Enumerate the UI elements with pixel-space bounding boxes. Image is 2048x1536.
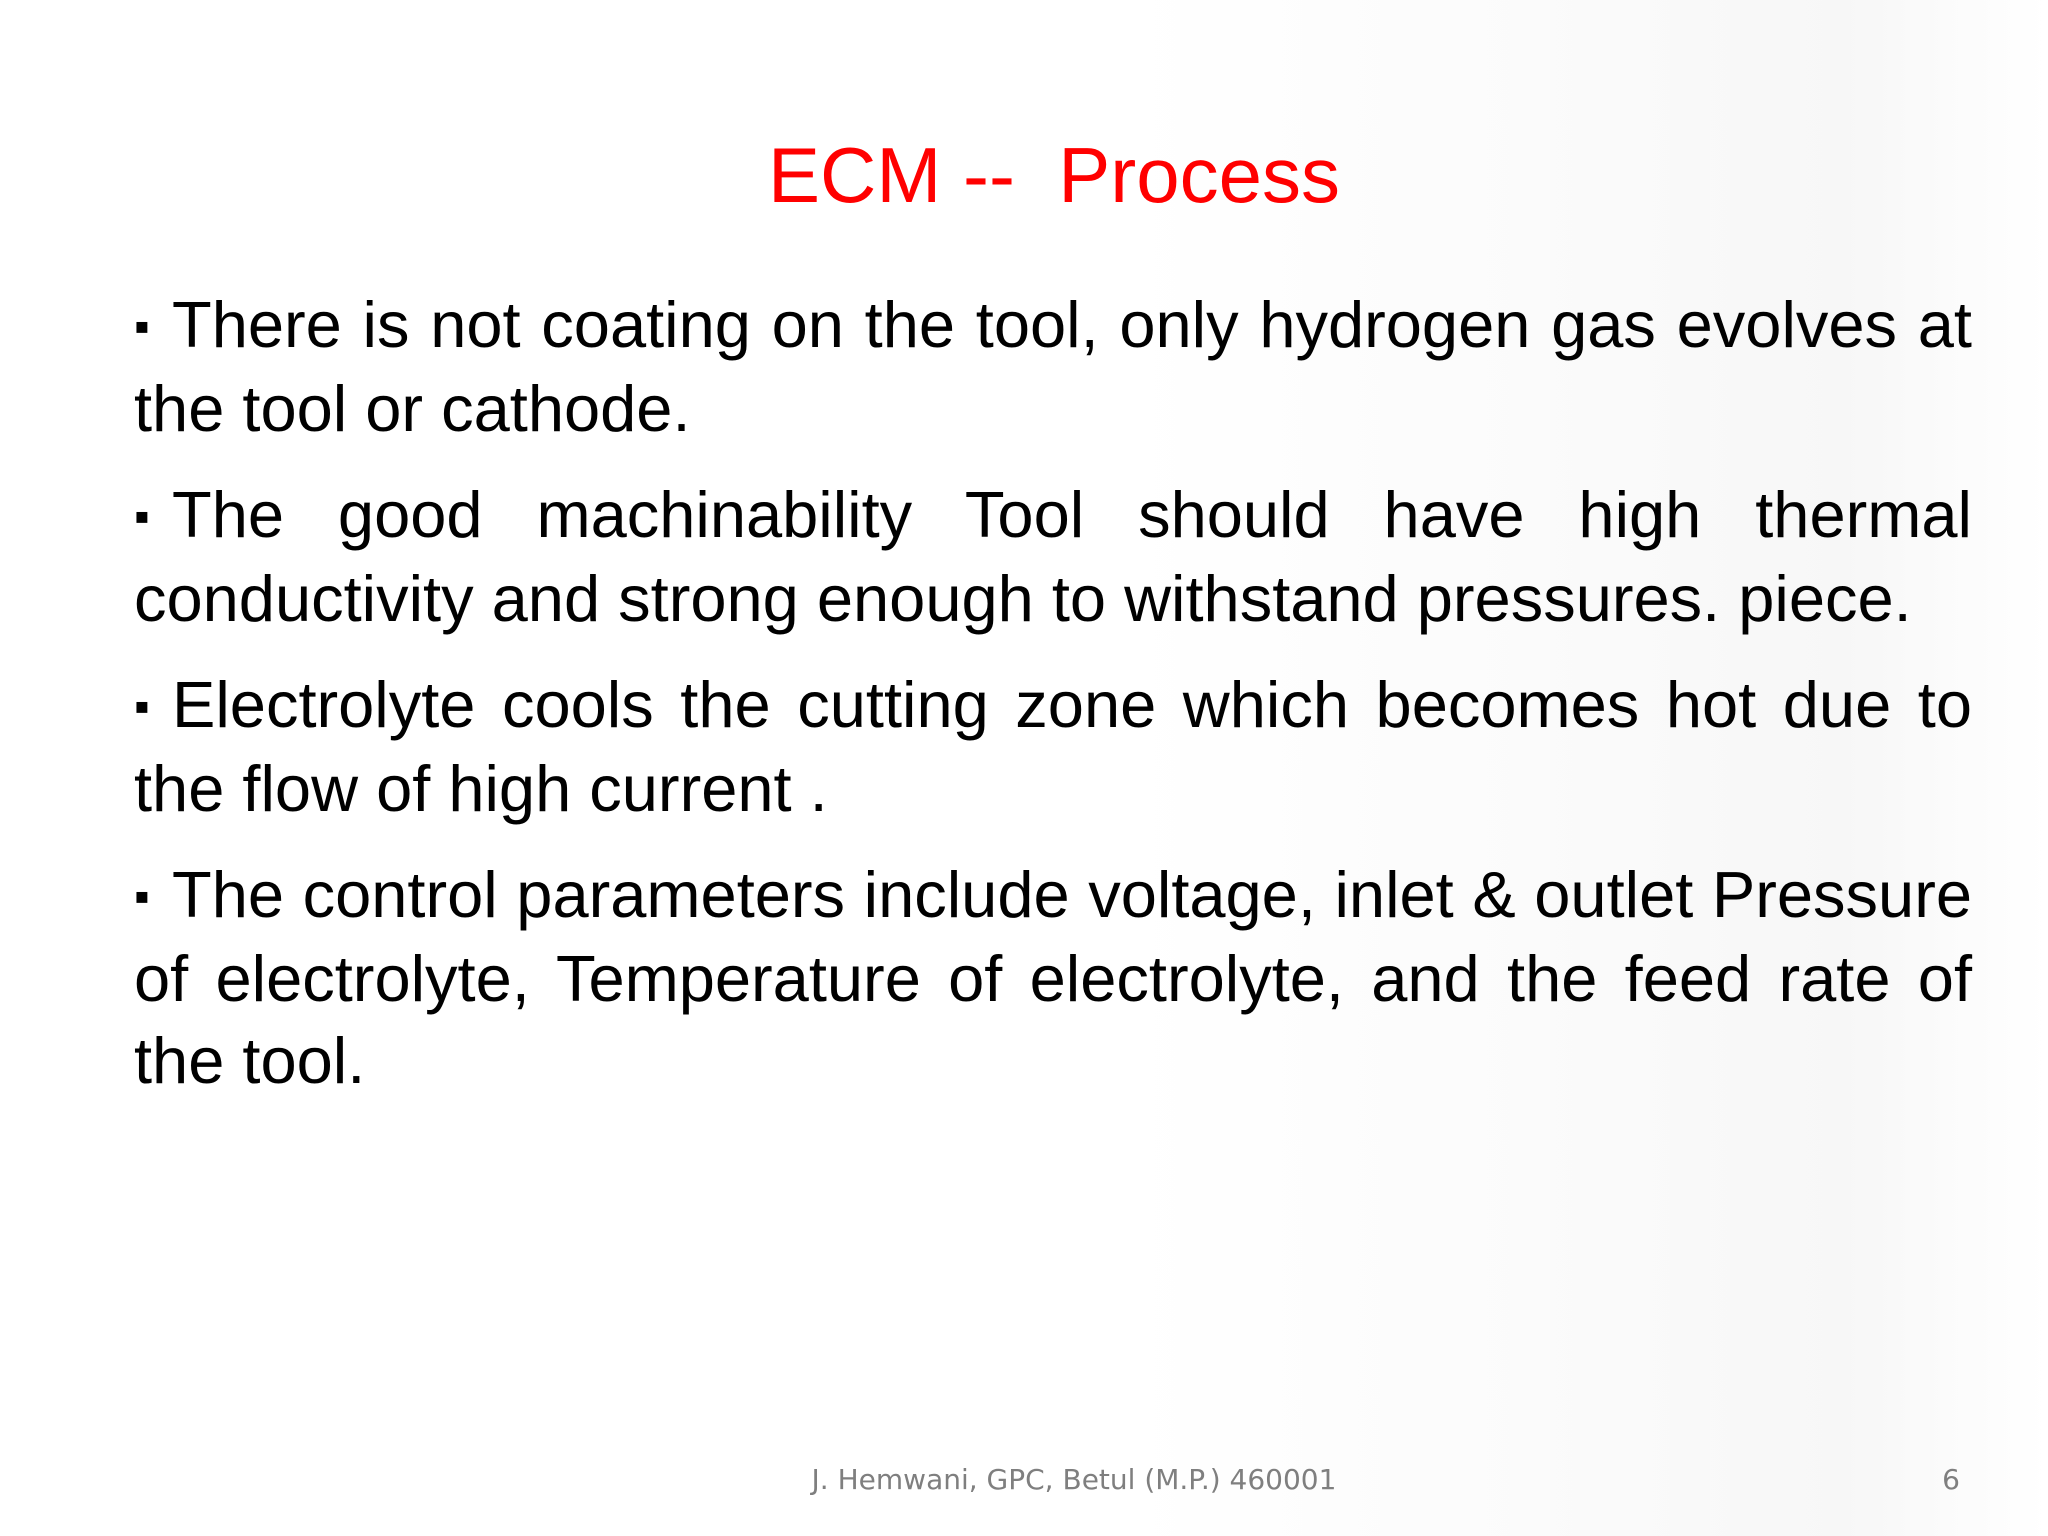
square-bullet-icon: ▪ [134, 682, 150, 731]
bullet-text: The good machinability Tool should have high thermal conductivity and strong enough to withstand pressures. piece. [134, 478, 1972, 635]
bullet-text: The control parameters include voltage, inlet & outlet Pressure of electrolyte, Temperature of electrolyte, and the feed rate of the tool. [134, 858, 1972, 1097]
bullet-text: There is not coating on the tool, only hydrogen gas evolves at the tool or cathode. [134, 288, 1972, 445]
slide-title: ECM -- Process [767, 131, 1341, 219]
page-number: 6 [1942, 1463, 1960, 1496]
slide-footer: J. Hemwani, GPC, Betul (M.P.) 460001 [811, 1463, 1337, 1496]
bullet-list [134, 284, 1972, 1126]
bullet-item [134, 854, 1972, 1102]
square-bullet-icon: ▪ [134, 872, 150, 921]
square-bullet-icon: ▪ [134, 492, 150, 541]
bullet-item [134, 284, 1972, 450]
bullet-text: Electrolyte cools the cutting zone which becomes hot due to the flow of high current . [134, 668, 1972, 825]
bullet-item [134, 664, 1972, 830]
square-bullet-icon: ▪ [134, 302, 150, 351]
bullet-item [134, 474, 1972, 640]
